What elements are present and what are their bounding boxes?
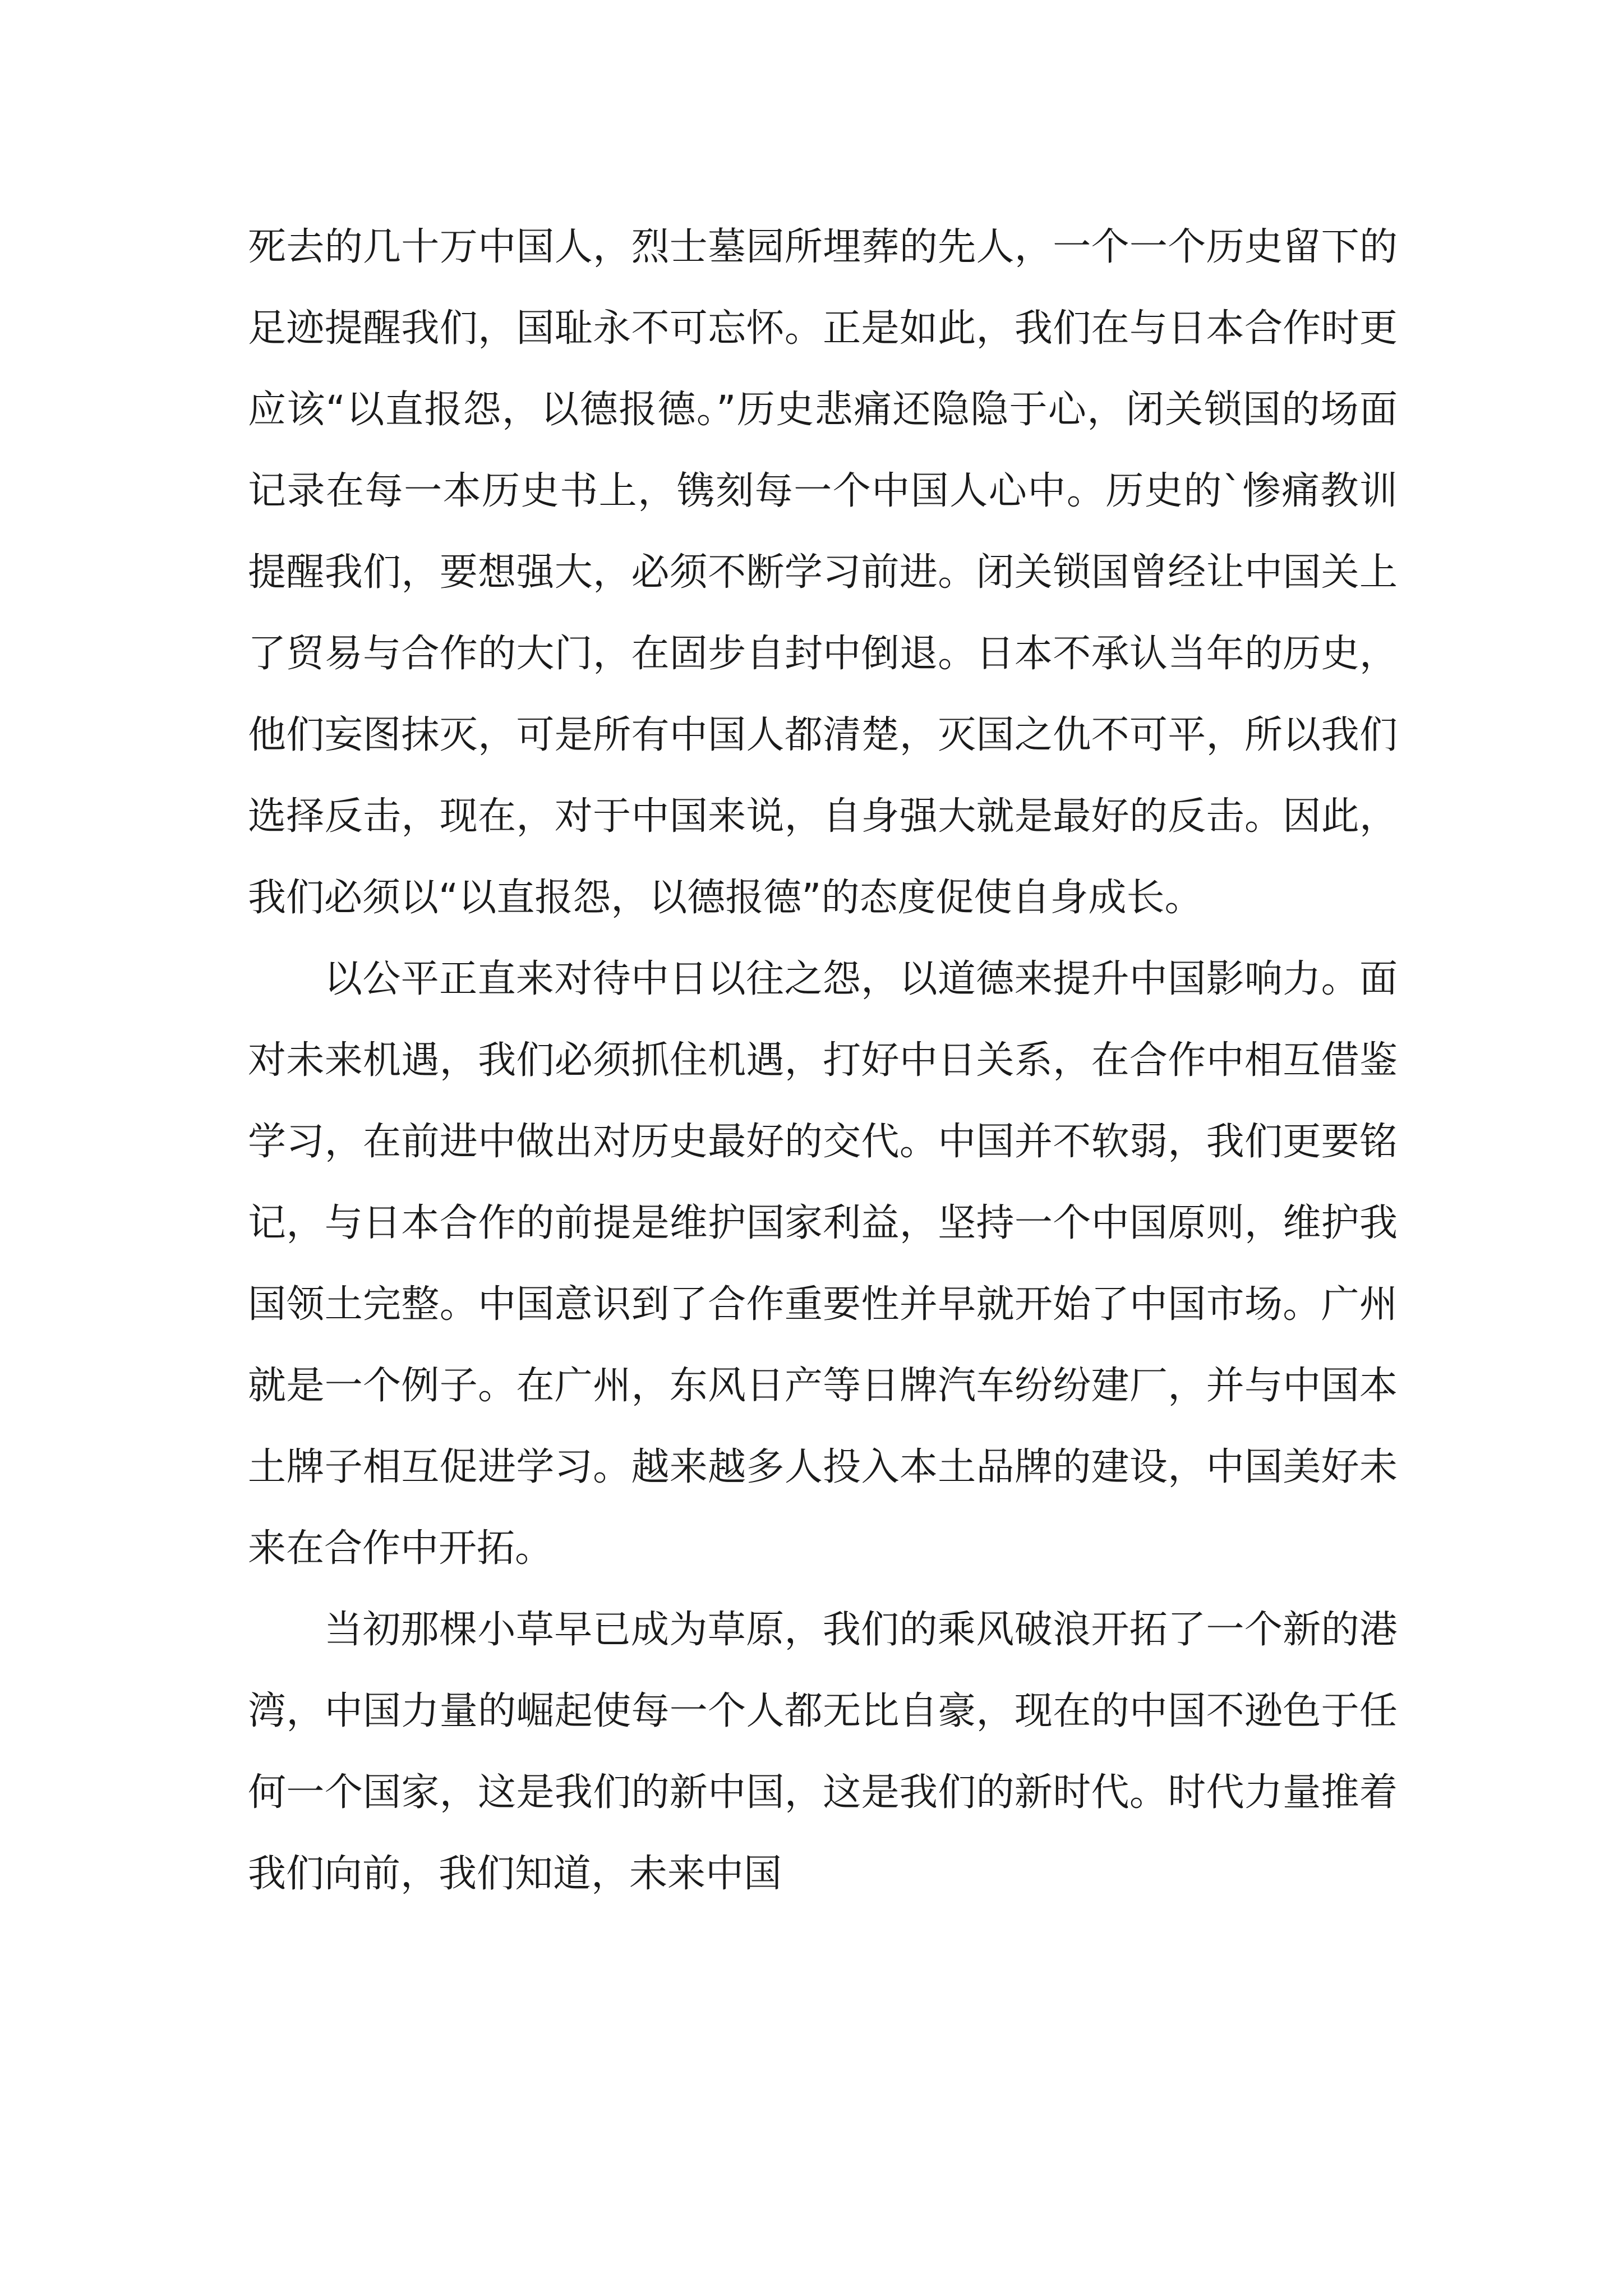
- paragraph-1: 死去的几十万中国人，烈士墓园所埋葬的先人，一个一个历史留下的足迹提醒我们，国耻永不可忘怀。正是如此，我们在与日本合作时更应该“以直报怨，以德报德。”历史悲痛还隐隐于心，闭关锁国的场面记录在每一本历史书上，镌刻每一个中国人心中。历史的`惨痛教训提醒我们，要想强大，必须不断学习前进。闭关锁国曾经让中国关上了贸易与合作的大门，在固步自封中倒退。日本不承认当年的历史，他们妄图抹灭，可是所有中国人都清楚，灭国之仇不可平，所以我们选择反击，现在，对于中国来说，自身强大就是最好的反击。因此，我们必须以“以直报怨，以德报德”的态度促使自身成长。: [248, 225, 1398, 920]
- body-text: [248, 206, 1398, 1915]
- paragraph-3: 当初那棵小草早已成为草原，我们的乘风破浪开拓了一个新的港湾，中国力量的崛起使每一个人都无比自豪，现在的中国不逊色于任何一个国家，这是我们的新中国，这是我们的新时代。时代力量推着我们向前，我们知道，未来中国: [248, 1608, 1398, 1896]
- paragraph-2: 以公平正直来对待中日以往之怨，以道德来提升中国影响力。面对未来机遇，我们必须抓住机遇，打好中日关系，在合作中相互借鉴学习，在前进中做出对历史最好的交代。中国并不软弱，我们更要铭记，与日本合作的前提是维护国家利益，坚持一个中国原则，维护我国领土完整。中国意识到了合作重要性并早就开始了中国市场。广州就是一个例子。在广州，东风日产等日牌汽车纷纷建厂，并与中国本土牌子相互促进学习。越来越多人投入本土品牌的建设，中国美好未来在合作中开拓。: [248, 957, 1398, 1571]
